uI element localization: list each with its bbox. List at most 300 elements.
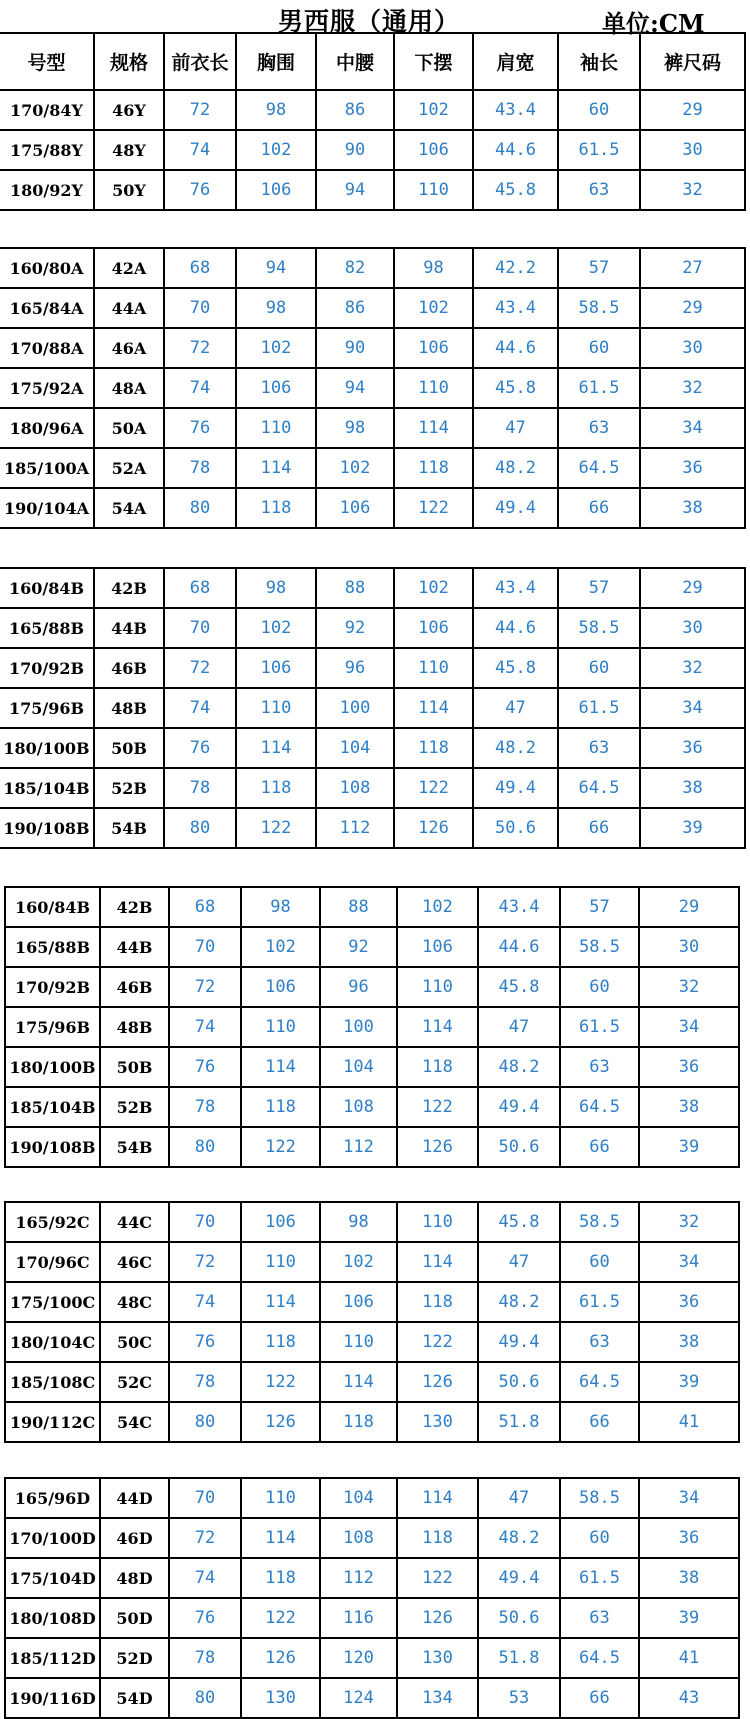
cell-spec: 50A <box>94 408 164 448</box>
cell-spec: 52B <box>94 768 164 808</box>
cell-chest: 126 <box>241 1402 320 1442</box>
cell-trouser-size: 30 <box>639 927 739 967</box>
cell-spec: 46B <box>94 648 164 688</box>
cell-sleeve: 58.5 <box>560 927 639 967</box>
cell-trouser-size: 34 <box>639 1242 739 1282</box>
cell-waist: 96 <box>316 648 394 688</box>
header-sleeve: 袖长 <box>558 33 640 90</box>
cell-shoulder: 50.6 <box>478 1362 560 1402</box>
table-row <box>0 288 745 328</box>
cell-chest: 102 <box>236 130 316 170</box>
cell-chest: 94 <box>236 248 316 288</box>
cell-chest: 110 <box>236 408 316 448</box>
cell-sleeve: 61.5 <box>560 1282 639 1322</box>
cell-chest: 118 <box>236 768 316 808</box>
cell-spec: 50D <box>100 1598 169 1638</box>
cell-waist: 102 <box>316 448 394 488</box>
cell-shoulder: 45.8 <box>473 648 558 688</box>
cell-hem: 118 <box>397 1047 478 1087</box>
size-table-a <box>0 247 746 529</box>
cell-chest: 98 <box>236 568 316 608</box>
cell-front-length: 78 <box>164 448 236 488</box>
cell-waist: 90 <box>316 130 394 170</box>
table-row <box>5 1087 739 1127</box>
cell-spec: 46B <box>100 967 169 1007</box>
cell-size-code: 160/84B <box>0 568 94 608</box>
cell-shoulder: 49.4 <box>478 1087 560 1127</box>
cell-trouser-size: 30 <box>640 608 745 648</box>
cell-waist: 102 <box>320 1242 397 1282</box>
header-size-code: 号型 <box>0 33 94 90</box>
cell-sleeve: 64.5 <box>558 448 640 488</box>
cell-shoulder: 47 <box>478 1478 560 1518</box>
header-chest: 胸围 <box>236 33 316 90</box>
cell-trouser-size: 29 <box>640 288 745 328</box>
cell-hem: 102 <box>394 288 473 328</box>
cell-shoulder: 50.6 <box>473 808 558 848</box>
cell-spec: 48B <box>100 1007 169 1047</box>
cell-spec: 44A <box>94 288 164 328</box>
cell-spec: 44B <box>100 927 169 967</box>
unit-label: 单位:CM <box>602 9 705 38</box>
cell-chest: 118 <box>236 488 316 528</box>
table-row <box>0 768 745 808</box>
cell-size-code: 170/84Y <box>0 90 94 130</box>
cell-spec: 48D <box>100 1558 169 1598</box>
cell-shoulder: 47 <box>478 1007 560 1047</box>
cell-hem: 126 <box>394 808 473 848</box>
cell-hem: 110 <box>394 170 473 210</box>
cell-waist: 90 <box>316 328 394 368</box>
cell-waist: 88 <box>316 568 394 608</box>
cell-size-code: 190/108B <box>5 1127 100 1167</box>
cell-shoulder: 45.8 <box>478 1202 560 1242</box>
cell-front-length: 70 <box>169 1478 241 1518</box>
cell-shoulder: 49.4 <box>478 1558 560 1598</box>
cell-spec: 48B <box>94 688 164 728</box>
cell-front-length: 80 <box>169 1678 241 1718</box>
cell-size-code: 180/100B <box>5 1047 100 1087</box>
cell-size-code: 190/108B <box>0 808 94 848</box>
cell-chest: 118 <box>241 1322 320 1362</box>
cell-hem: 114 <box>394 408 473 448</box>
cell-hem: 118 <box>394 448 473 488</box>
cell-spec: 50B <box>100 1047 169 1087</box>
cell-chest: 110 <box>236 688 316 728</box>
cell-sleeve: 64.5 <box>560 1362 639 1402</box>
cell-hem: 114 <box>397 1242 478 1282</box>
cell-spec: 52A <box>94 448 164 488</box>
cell-hem: 98 <box>394 248 473 288</box>
cell-hem: 122 <box>397 1087 478 1127</box>
table-row <box>0 328 745 368</box>
cell-sleeve: 66 <box>560 1402 639 1442</box>
cell-size-code: 190/104A <box>0 488 94 528</box>
cell-shoulder: 47 <box>473 408 558 448</box>
cell-sleeve: 63 <box>560 1322 639 1362</box>
cell-waist: 118 <box>320 1402 397 1442</box>
cell-shoulder: 47 <box>473 688 558 728</box>
size-table-c <box>4 1201 740 1443</box>
cell-shoulder: 45.8 <box>473 170 558 210</box>
cell-chest: 122 <box>241 1598 320 1638</box>
cell-front-length: 80 <box>164 808 236 848</box>
cell-spec: 46C <box>100 1242 169 1282</box>
cell-sleeve: 66 <box>558 488 640 528</box>
table-row <box>5 927 739 967</box>
cell-waist: 82 <box>316 248 394 288</box>
cell-sleeve: 63 <box>558 170 640 210</box>
cell-waist: 104 <box>320 1478 397 1518</box>
cell-front-length: 76 <box>164 170 236 210</box>
cell-sleeve: 61.5 <box>558 130 640 170</box>
cell-spec: 44B <box>94 608 164 648</box>
cell-sleeve: 57 <box>560 887 639 927</box>
table-row <box>5 1322 739 1362</box>
cell-sleeve: 64.5 <box>558 768 640 808</box>
cell-chest: 122 <box>241 1127 320 1167</box>
cell-waist: 86 <box>316 90 394 130</box>
cell-hem: 126 <box>397 1127 478 1167</box>
cell-front-length: 78 <box>169 1362 241 1402</box>
cell-front-length: 76 <box>169 1047 241 1087</box>
cell-hem: 118 <box>397 1518 478 1558</box>
cell-waist: 98 <box>320 1202 397 1242</box>
cell-waist: 108 <box>320 1518 397 1558</box>
cell-front-length: 70 <box>164 608 236 648</box>
cell-shoulder: 43.4 <box>473 288 558 328</box>
cell-waist: 98 <box>316 408 394 448</box>
cell-trouser-size: 27 <box>640 248 745 288</box>
cell-hem: 110 <box>397 1202 478 1242</box>
cell-spec: 54C <box>100 1402 169 1442</box>
cell-size-code: 170/88A <box>0 328 94 368</box>
table-row <box>5 1558 739 1598</box>
cell-front-length: 76 <box>169 1598 241 1638</box>
cell-waist: 106 <box>320 1282 397 1322</box>
header-row <box>0 33 745 90</box>
size-table-y <box>0 32 746 211</box>
cell-trouser-size: 39 <box>639 1362 739 1402</box>
cell-size-code: 180/96A <box>0 408 94 448</box>
cell-shoulder: 48.2 <box>478 1518 560 1558</box>
cell-sleeve: 60 <box>558 90 640 130</box>
cell-front-length: 68 <box>169 887 241 927</box>
table-row <box>5 1518 739 1558</box>
header-spec: 规格 <box>94 33 164 90</box>
cell-hem: 114 <box>397 1007 478 1047</box>
table-row <box>0 408 745 448</box>
cell-size-code: 165/84A <box>0 288 94 328</box>
cell-hem: 106 <box>397 927 478 967</box>
table-row <box>0 728 745 768</box>
cell-chest: 118 <box>241 1087 320 1127</box>
table-row <box>5 887 739 927</box>
cell-waist: 112 <box>320 1127 397 1167</box>
cell-size-code: 185/108C <box>5 1362 100 1402</box>
cell-chest: 122 <box>241 1362 320 1402</box>
cell-sleeve: 61.5 <box>558 688 640 728</box>
cell-waist: 116 <box>320 1598 397 1638</box>
table-row <box>5 1678 739 1718</box>
cell-trouser-size: 36 <box>639 1047 739 1087</box>
table-row <box>0 448 745 488</box>
cell-size-code: 165/96D <box>5 1478 100 1518</box>
cell-trouser-size: 38 <box>640 488 745 528</box>
cell-chest: 102 <box>236 328 316 368</box>
table-row <box>0 488 745 528</box>
cell-trouser-size: 32 <box>640 170 745 210</box>
cell-shoulder: 47 <box>478 1242 560 1282</box>
cell-front-length: 70 <box>169 1202 241 1242</box>
cell-hem: 126 <box>397 1598 478 1638</box>
table-row <box>5 1402 739 1442</box>
cell-size-code: 175/104D <box>5 1558 100 1598</box>
cell-spec: 42A <box>94 248 164 288</box>
cell-trouser-size: 36 <box>640 728 745 768</box>
table-row <box>5 1047 739 1087</box>
cell-front-length: 74 <box>169 1007 241 1047</box>
cell-waist: 94 <box>316 368 394 408</box>
cell-front-length: 80 <box>169 1127 241 1167</box>
cell-waist: 108 <box>316 768 394 808</box>
cell-front-length: 68 <box>164 248 236 288</box>
cell-spec: 46Y <box>94 90 164 130</box>
cell-size-code: 165/88B <box>5 927 100 967</box>
cell-hem: 122 <box>394 488 473 528</box>
cell-waist: 112 <box>320 1558 397 1598</box>
cell-sleeve: 66 <box>558 808 640 848</box>
cell-chest: 102 <box>241 927 320 967</box>
cell-shoulder: 45.8 <box>473 368 558 408</box>
table-row <box>5 1202 739 1242</box>
cell-chest: 114 <box>241 1518 320 1558</box>
cell-shoulder: 50.6 <box>478 1127 560 1167</box>
cell-spec: 42B <box>94 568 164 608</box>
table-row <box>0 130 745 170</box>
cell-sleeve: 58.5 <box>560 1478 639 1518</box>
cell-waist: 110 <box>320 1322 397 1362</box>
size-table-b <box>0 567 746 849</box>
cell-shoulder: 43.4 <box>473 90 558 130</box>
cell-hem: 118 <box>397 1282 478 1322</box>
cell-spec: 46D <box>100 1518 169 1558</box>
cell-size-code: 185/104B <box>0 768 94 808</box>
cell-front-length: 70 <box>164 288 236 328</box>
cell-chest: 106 <box>236 368 316 408</box>
cell-front-length: 78 <box>164 768 236 808</box>
cell-sleeve: 57 <box>558 568 640 608</box>
cell-spec: 52D <box>100 1638 169 1678</box>
cell-trouser-size: 34 <box>639 1478 739 1518</box>
cell-size-code: 190/116D <box>5 1678 100 1718</box>
cell-hem: 134 <box>397 1678 478 1718</box>
cell-front-length: 76 <box>169 1322 241 1362</box>
cell-trouser-size: 36 <box>639 1282 739 1322</box>
size-table-d <box>4 1477 740 1719</box>
cell-hem: 122 <box>397 1322 478 1362</box>
cell-shoulder: 43.4 <box>478 887 560 927</box>
cell-chest: 114 <box>236 448 316 488</box>
header-trouser-size: 裤尺码 <box>640 33 745 90</box>
cell-shoulder: 49.4 <box>473 488 558 528</box>
cell-sleeve: 61.5 <box>558 368 640 408</box>
table-row <box>0 608 745 648</box>
cell-spec: 50C <box>100 1322 169 1362</box>
cell-waist: 86 <box>316 288 394 328</box>
cell-trouser-size: 39 <box>639 1598 739 1638</box>
cell-hem: 110 <box>397 967 478 1007</box>
cell-trouser-size: 36 <box>639 1518 739 1558</box>
cell-shoulder: 45.8 <box>478 967 560 1007</box>
cell-size-code: 180/108D <box>5 1598 100 1638</box>
cell-front-length: 74 <box>164 688 236 728</box>
cell-hem: 102 <box>394 568 473 608</box>
cell-trouser-size: 32 <box>639 1202 739 1242</box>
cell-spec: 54D <box>100 1678 169 1718</box>
cell-waist: 104 <box>320 1047 397 1087</box>
cell-waist: 100 <box>320 1007 397 1047</box>
cell-hem: 126 <box>397 1362 478 1402</box>
cell-sleeve: 60 <box>560 1518 639 1558</box>
cell-front-length: 76 <box>164 728 236 768</box>
cell-size-code: 170/92B <box>0 648 94 688</box>
cell-trouser-size: 29 <box>639 887 739 927</box>
header-waist: 中腰 <box>316 33 394 90</box>
cell-chest: 114 <box>241 1047 320 1087</box>
cell-sleeve: 61.5 <box>560 1007 639 1047</box>
cell-spec: 52B <box>100 1087 169 1127</box>
cell-waist: 94 <box>316 170 394 210</box>
cell-sleeve: 66 <box>560 1678 639 1718</box>
table-row <box>5 1638 739 1678</box>
cell-front-length: 74 <box>169 1558 241 1598</box>
cell-shoulder: 48.2 <box>473 728 558 768</box>
cell-sleeve: 60 <box>558 328 640 368</box>
header-front-length: 前衣长 <box>164 33 236 90</box>
cell-shoulder: 44.6 <box>473 130 558 170</box>
cell-sleeve: 63 <box>560 1047 639 1087</box>
cell-shoulder: 48.2 <box>478 1282 560 1322</box>
cell-hem: 122 <box>397 1558 478 1598</box>
cell-sleeve: 58.5 <box>558 608 640 648</box>
cell-size-code: 175/96B <box>5 1007 100 1047</box>
table-row <box>5 1362 739 1402</box>
cell-front-length: 72 <box>169 1242 241 1282</box>
cell-size-code: 175/92A <box>0 368 94 408</box>
cell-size-code: 170/100D <box>5 1518 100 1558</box>
table-row <box>0 808 745 848</box>
cell-trouser-size: 32 <box>640 368 745 408</box>
cell-trouser-size: 32 <box>640 648 745 688</box>
table-row <box>0 688 745 728</box>
cell-shoulder: 51.8 <box>478 1402 560 1442</box>
table-row <box>5 1282 739 1322</box>
cell-trouser-size: 34 <box>640 688 745 728</box>
cell-sleeve: 60 <box>558 648 640 688</box>
cell-chest: 114 <box>236 728 316 768</box>
cell-size-code: 175/100C <box>5 1282 100 1322</box>
table-row <box>5 1127 739 1167</box>
cell-size-code: 165/92C <box>5 1202 100 1242</box>
cell-front-length: 72 <box>164 90 236 130</box>
table-row <box>5 1478 739 1518</box>
cell-spec: 44D <box>100 1478 169 1518</box>
cell-size-code: 175/88Y <box>0 130 94 170</box>
table-row <box>0 568 745 608</box>
cell-sleeve: 61.5 <box>560 1558 639 1598</box>
cell-spec: 46A <box>94 328 164 368</box>
cell-waist: 112 <box>316 808 394 848</box>
cell-size-code: 160/84B <box>5 887 100 927</box>
cell-hem: 118 <box>394 728 473 768</box>
cell-size-code: 170/96C <box>5 1242 100 1282</box>
cell-shoulder: 43.4 <box>473 568 558 608</box>
cell-size-code: 185/104B <box>5 1087 100 1127</box>
cell-chest: 110 <box>241 1007 320 1047</box>
table-row <box>5 1007 739 1047</box>
cell-size-code: 190/112C <box>5 1402 100 1442</box>
cell-spec: 50Y <box>94 170 164 210</box>
cell-shoulder: 53 <box>478 1678 560 1718</box>
cell-trouser-size: 39 <box>639 1127 739 1167</box>
size-table-b-repeat <box>4 886 740 1168</box>
cell-spec: 48C <box>100 1282 169 1322</box>
cell-spec: 54B <box>94 808 164 848</box>
cell-hem: 114 <box>397 1478 478 1518</box>
cell-chest: 102 <box>236 608 316 648</box>
cell-sleeve: 63 <box>558 728 640 768</box>
cell-trouser-size: 29 <box>640 90 745 130</box>
cell-spec: 50B <box>94 728 164 768</box>
cell-waist: 88 <box>320 887 397 927</box>
cell-spec: 42B <box>100 887 169 927</box>
table-row <box>5 1598 739 1638</box>
cell-sleeve: 63 <box>560 1598 639 1638</box>
cell-size-code: 185/100A <box>0 448 94 488</box>
cell-front-length: 78 <box>169 1087 241 1127</box>
cell-chest: 126 <box>241 1638 320 1678</box>
cell-chest: 114 <box>241 1282 320 1322</box>
header-shoulder: 肩宽 <box>473 33 558 90</box>
cell-front-length: 74 <box>164 130 236 170</box>
cell-spec: 48A <box>94 368 164 408</box>
cell-shoulder: 44.6 <box>473 328 558 368</box>
cell-trouser-size: 36 <box>640 448 745 488</box>
cell-trouser-size: 39 <box>640 808 745 848</box>
cell-size-code: 170/92B <box>5 967 100 1007</box>
cell-chest: 98 <box>236 288 316 328</box>
cell-hem: 106 <box>394 608 473 648</box>
cell-size-code: 165/88B <box>0 608 94 648</box>
cell-front-length: 74 <box>169 1282 241 1322</box>
cell-spec: 54A <box>94 488 164 528</box>
cell-size-code: 180/100B <box>0 728 94 768</box>
cell-spec: 52C <box>100 1362 169 1402</box>
cell-shoulder: 50.6 <box>478 1598 560 1638</box>
cell-trouser-size: 41 <box>639 1402 739 1442</box>
cell-front-length: 78 <box>169 1638 241 1678</box>
cell-shoulder: 48.2 <box>473 448 558 488</box>
cell-spec: 48Y <box>94 130 164 170</box>
cell-waist: 104 <box>316 728 394 768</box>
cell-trouser-size: 38 <box>640 768 745 808</box>
cell-sleeve: 58.5 <box>558 288 640 328</box>
cell-front-length: 72 <box>169 1518 241 1558</box>
cell-waist: 108 <box>320 1087 397 1127</box>
cell-spec: 44C <box>100 1202 169 1242</box>
cell-hem: 102 <box>397 887 478 927</box>
